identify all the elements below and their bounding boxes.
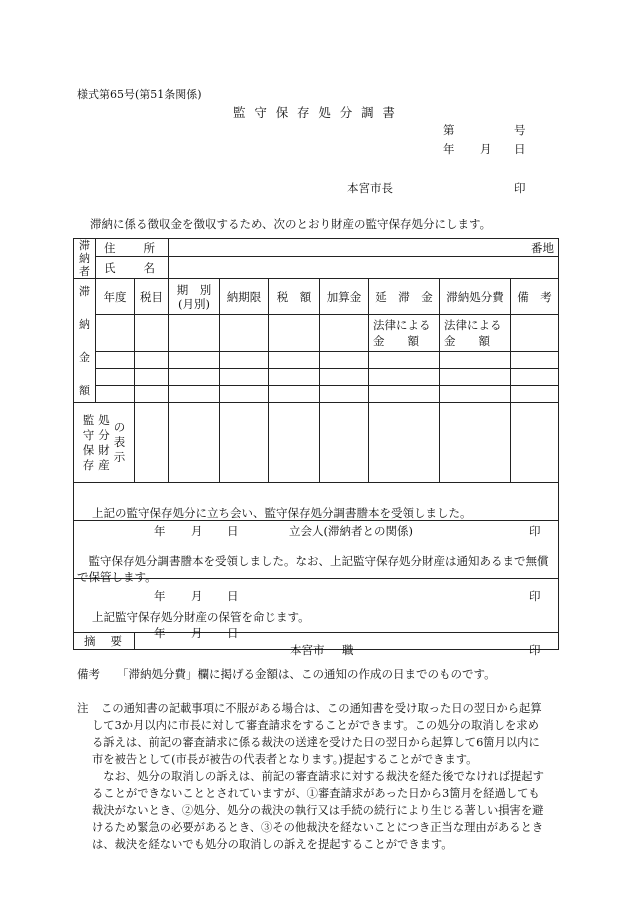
custody-day: 日 [227, 588, 239, 603]
col-period-sub: (月別) [178, 296, 210, 311]
late-fee-legal-amount [369, 315, 440, 352]
disposal-cell[interactable] [220, 403, 269, 483]
arrears-cell[interactable] [96, 352, 135, 369]
legal-notice [92, 700, 550, 853]
arrears-cell[interactable] [369, 386, 440, 403]
col-due-date: 納期限 [220, 279, 269, 315]
disposal-label-char: 保 [82, 442, 95, 457]
number-dai: 第 [443, 123, 455, 137]
disposal-label-char: 産 [98, 457, 110, 472]
arrears-cell[interactable] [135, 352, 169, 369]
disposal-label-char: の [113, 420, 126, 434]
witness-section [74, 483, 559, 538]
page-title-char: 調 [361, 105, 374, 120]
arrears-label-char: 滞 [79, 285, 90, 298]
arrears-cell[interactable] [169, 315, 220, 352]
address-field[interactable] [169, 239, 559, 257]
custody-month: 月 [191, 588, 203, 603]
arrears-cell[interactable] [320, 369, 369, 386]
page-title [233, 103, 395, 121]
address-suffix: 番地 [531, 240, 554, 255]
notice-label: 注 [77, 701, 89, 715]
taxpayer-group-label [74, 239, 96, 279]
arrears-cell[interactable] [96, 315, 135, 352]
order-month: 月 [191, 625, 203, 640]
order-seal: 印 [529, 642, 541, 657]
col-tax-amount: 税 額 [269, 279, 320, 315]
arrears-cell[interactable] [269, 352, 320, 369]
arrears-label-char: 納 [79, 318, 90, 331]
disposal-label-char: 財 [98, 442, 110, 457]
disposal-fee-legal-amount [440, 315, 511, 352]
form-label: 様式第65号(第51条関係) [77, 88, 202, 101]
name-label-char: 名 [143, 260, 155, 275]
name-field[interactable] [169, 257, 559, 279]
arrears-cell[interactable] [96, 386, 135, 403]
name-label-char: 氏 [104, 260, 116, 275]
arrears-cell[interactable] [511, 386, 559, 403]
col-tax-item: 税目 [135, 279, 169, 315]
col-fiscal-year: 年度 [96, 279, 135, 315]
date-year: 年 [443, 142, 455, 156]
order-post: 職 [342, 642, 354, 657]
disposal-property-label [74, 403, 135, 483]
arrears-cell[interactable] [369, 352, 440, 369]
arrears-cell[interactable] [369, 369, 440, 386]
custody-text: 監守保存処分調書謄本を受領しました。なお、上記監守保存処分財産は通知あるまで無償で保管します。 [77, 553, 549, 584]
arrears-label-char: 額 [79, 384, 90, 397]
col-period [169, 279, 220, 315]
address-label-cell [96, 239, 169, 257]
col-surcharge: 加算金 [320, 279, 369, 315]
arrears-cell[interactable] [511, 352, 559, 369]
disposal-label-char: 監 [82, 412, 95, 427]
custody-year: 年 [154, 588, 166, 603]
arrears-cell[interactable] [320, 352, 369, 369]
page-title-char: 分 [339, 105, 353, 120]
remarks-label [74, 633, 135, 650]
arrears-cell[interactable] [135, 315, 169, 352]
arrears-cell[interactable] [135, 386, 169, 403]
order-section [74, 579, 559, 657]
witness-month: 月 [191, 523, 203, 538]
footer-note-text: 「滞納処分費」欄に掲げる金額は、この通知の作成の日までのものです。 [117, 667, 496, 681]
disposal-cell[interactable] [369, 403, 440, 483]
witness-year: 年 [154, 523, 166, 538]
page-title-char: 処 [318, 105, 331, 120]
witness-seal: 印 [529, 523, 541, 538]
arrears-group-label [74, 279, 96, 403]
arrears-cell[interactable] [220, 315, 269, 352]
taxpayer-label-char: 納 [79, 252, 90, 265]
arrears-cell[interactable] [169, 386, 220, 403]
page-title-char: 保 [275, 105, 289, 120]
arrears-cell[interactable] [320, 315, 369, 352]
disposal-cell[interactable] [320, 403, 369, 483]
arrears-cell[interactable] [320, 386, 369, 403]
witness-day: 日 [227, 523, 239, 538]
col-disposal-fee: 滞納処分費 [440, 279, 511, 315]
arrears-cell[interactable] [169, 369, 220, 386]
order-year: 年 [154, 625, 166, 640]
arrears-cell[interactable] [135, 369, 169, 386]
page-title-char: 存 [297, 105, 310, 120]
disposal-label-char: 分 [98, 427, 110, 442]
notice-paragraph-1: この通知書の記載事項に不服がある場合は、この通知書を受け取った日の翌日から起算して3か月以内に市長に対して審査請求をすることができます。この処分の取消しを求める訴えは、前記の審査請求に係る裁決の送達を受けた日の翌日から起算して6箇月以内に市を被告として(市長が被告の代表者となります。)提起することができます。 [92, 702, 542, 766]
disposal-cell[interactable] [440, 403, 511, 483]
address-label-char: 住 [104, 240, 116, 255]
notice-paragraph-2: なお、処分の取消しの訴えは、前記の審査請求に対する裁決を経た後でなければ提起することができないこととされていますが、①審査請求があった日から3箇月を経過しても裁決がないとき、②処分、処分の裁決の執行又は手続の続行により生じる著しい損害を避けるため緊急の必要があるとき、③その他裁決を経ないことにつき正当な理由があるときは、裁決を経ないでも処分の取消しの訴えを提起することができます。 [92, 770, 544, 851]
col-period-label: 期 別 [176, 282, 212, 297]
name-label-cell [96, 257, 169, 279]
disposal-cell[interactable] [135, 403, 169, 483]
col-late-fee: 延 滞 金 [369, 279, 440, 315]
disposal-cell[interactable] [169, 403, 220, 483]
order-text: 上記監守保存処分財産の保管を命じます。 [92, 609, 310, 624]
arrears-cell[interactable] [220, 386, 269, 403]
disposal-label-char: 示 [113, 450, 126, 464]
disposal-label-char: 処 [98, 412, 110, 427]
number-go: 号 [514, 123, 526, 137]
disposal-cell[interactable] [269, 403, 320, 483]
date-month: 月 [480, 142, 492, 156]
arrears-cell[interactable] [169, 352, 220, 369]
arrears-cell[interactable] [269, 386, 320, 403]
legal-amount-line2: 金 額 [373, 334, 419, 348]
issuer: 本宮市長 [347, 181, 393, 195]
arrears-cell[interactable] [220, 352, 269, 369]
col-remarks: 備 考 [511, 279, 559, 315]
arrears-label-char: 金 [79, 351, 90, 364]
witness-text: 上記の監守保存処分に立ち会い、監守保存処分調書謄本を受領しました。 [92, 505, 472, 520]
order-office: 本宮市 [290, 642, 325, 657]
date-day: 日 [514, 142, 526, 156]
witness-attendant: 立会人(滞納者との関係) [289, 523, 413, 538]
disposal-label-char: 表 [113, 435, 126, 449]
legal-amount-line2: 金 額 [444, 334, 490, 348]
legal-amount-line1: 法律による [373, 318, 431, 332]
arrears-cell[interactable] [440, 386, 511, 403]
issuer-seal: 印 [514, 181, 526, 195]
disposal-form-table [73, 238, 559, 657]
order-day: 日 [227, 625, 239, 640]
remarks-label-char: 要 [110, 634, 122, 648]
address-label-char: 所 [143, 240, 155, 255]
arrears-cell[interactable] [269, 369, 320, 386]
arrears-cell[interactable] [511, 315, 559, 352]
intro-text: 滞納に係る徴収金を徴収するため、次のとおり財産の監守保存処分にします。 [90, 217, 492, 231]
arrears-cell[interactable] [511, 369, 559, 386]
arrears-cell[interactable] [440, 369, 511, 386]
custody-seal: 印 [529, 588, 541, 603]
arrears-cell[interactable] [440, 352, 511, 369]
disposal-label-char: 存 [82, 457, 95, 472]
taxpayer-label-char: 滞 [79, 239, 90, 252]
page-title-char: 守 [254, 105, 267, 120]
disposal-label-char: 守 [82, 427, 95, 442]
arrears-cell[interactable] [96, 369, 135, 386]
disposal-cell[interactable] [511, 403, 559, 483]
page-title-char: 書 [382, 105, 395, 120]
arrears-cell[interactable] [269, 315, 320, 352]
remarks-label-char: 摘 [84, 634, 96, 648]
legal-amount-line1: 法律による [444, 318, 502, 332]
page-title-char: 監 [233, 105, 246, 120]
footer-note-label: 備考 [77, 667, 100, 681]
taxpayer-label-char: 者 [79, 265, 90, 278]
arrears-cell[interactable] [220, 369, 269, 386]
